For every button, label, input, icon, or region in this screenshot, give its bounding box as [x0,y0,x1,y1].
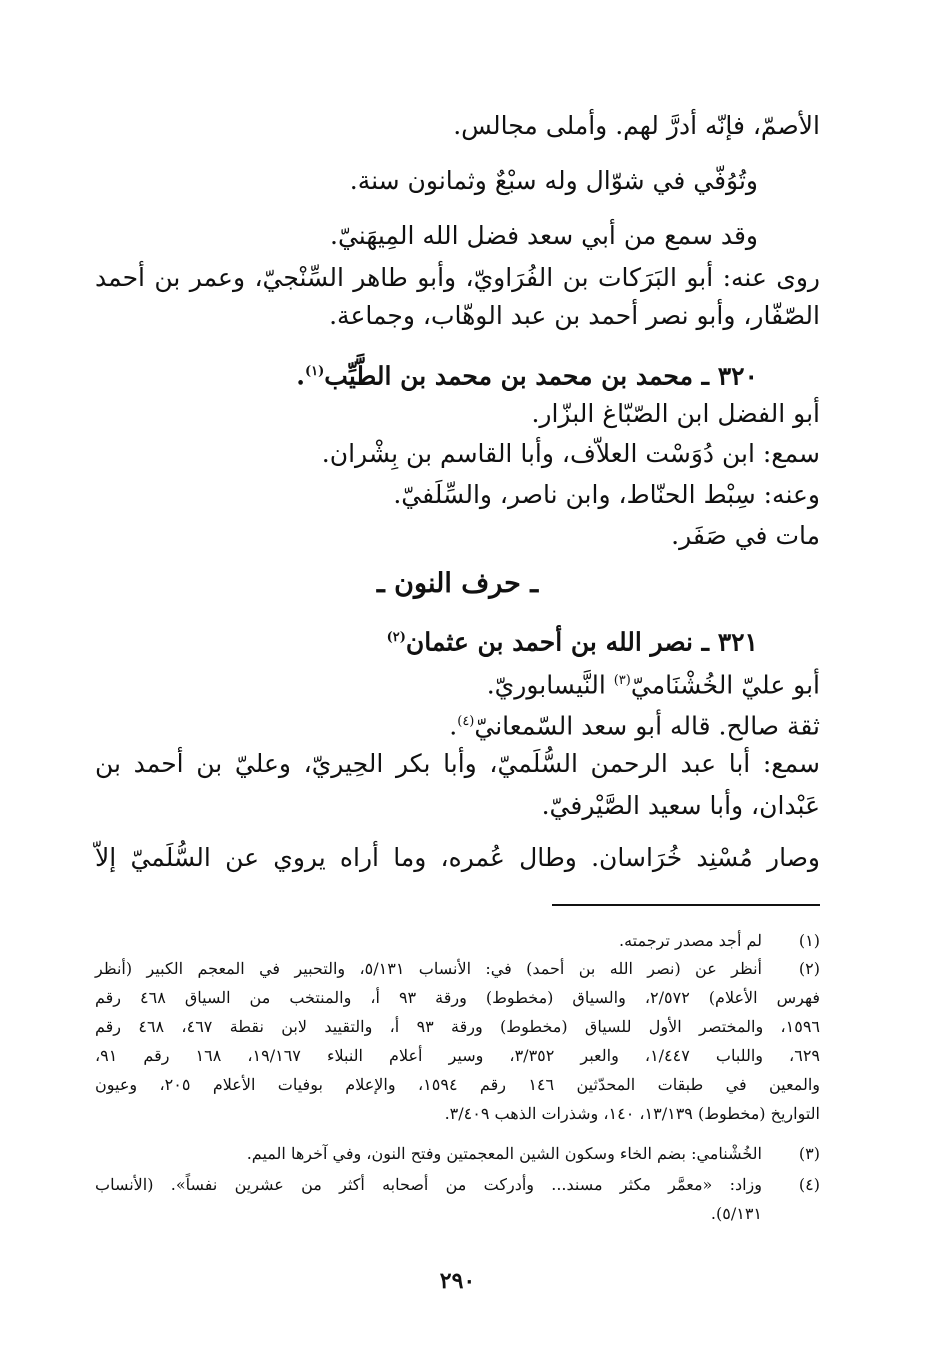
footnote-3-number: (٣) [798,1144,820,1163]
entry-321-line-1-b: النَّيسابوريّ. [486,670,614,700]
footnote-2-line-5: والمعين في طبقات المحدّثين ١٤٦ رقم ١٥٩٤، والإعلام بوفيات الأعلام ٢٠٥، وعيون [95,1075,820,1094]
entry-321-line-4: عَبْدان، وأبا سعيد الصَّيْرفيّ. [541,791,820,820]
footnote-ref-3: (٣) [613,673,631,688]
book-page [95,100,820,1350]
entry-320-line-2: سمع: ابن دُوَسْت العلاّف، وأبا القاسم بن بِشْران. [321,439,820,468]
footnote-ref-1: (١) [305,364,325,379]
entry-321-line-1-a: أبو عليّ الخُشْنَاميّ [630,670,820,700]
footnote-2 [95,956,820,1136]
entry-320-line-1: أبو الفضل ابن الصّبّاغ البزّار. [531,399,820,428]
entry-321-line-2 [449,704,820,744]
footnote-2-line-6: التواريخ (مخطوط) ١٣/١٣٩، ١٤٠، وشذرات الذهب ٣/٤٠٩. [444,1104,820,1123]
footnote-2-number: (٢) [798,959,820,978]
footnote-2-line-2: فهرس الأعلام) ٢/٥٧٢، والسياق (مخطوط) ورقة ٩٣ أ، والمنتخب من السياق ٤٦٨ رقم [95,988,820,1007]
footnote-4-line-1: وزاد: «معمَّر مكثر مسند... وأدركت من أصحابه أكثر من عشرين نفساً». (الأنساب [95,1175,762,1194]
footnote-2-line-1: أنظر عن (نصر الله بن أحمد) في: الأنساب ٥/١٣١، والتحبير في المعجم الكبير (أنظر [95,959,763,978]
entry-320-title: ٣٢٠ ـ محمد بن محمد بن محمد بن الطَّيِّب [324,361,758,391]
footnote-4-number: (٤) [798,1175,820,1194]
footnote-ref-4: (٤) [457,714,475,729]
entry-321-line-5: وصار مُسْنِد خُرَاسان. وطال عُمره، وما أراه يروي عن السُّلَميّ إلاّ [95,843,820,872]
section-heading: ـ حرف النون ـ [376,568,539,599]
entry-321-line-3: سمع: أبا عبد الرحمن السُّلَميّ، وأبا بكر الحِيريّ، وعليّ بن أحمد بن [95,749,820,778]
entry-321-line-2-a: ثقة صالح. قاله أبو سعد السّمعانيّ [474,711,820,741]
footnote-ref-2: (٢) [386,630,406,645]
footnote-2-line-3: ١٥٩٦، والمختصر الأول للسياق (مخطوط) ورقة ٩٣ أ، والتقييد لابن نقطة ٤٦٧، ٤٦٨ رقم [95,1017,821,1036]
entry-320-heading [296,354,758,394]
body-line-5: الصّفّار، وأبو نصر أحمد بن عبد الوهّاب، وجماعة. [329,301,820,330]
entry-321-title: ٣٢١ ـ نصر الله بن أحمد بن عثمان [405,627,758,657]
footnote-2-line-4: ٦٢٩، واللباب ١/٤٤٧، والعبر ٣/٣٥٢، وسير أعلام النبلاء ١٩/١٦٧، ١٦٨ رقم ٩١، [95,1046,821,1065]
footnote-separator [552,904,820,906]
footnote-1 [95,928,820,954]
entry-321-line-2-b: . [449,711,458,741]
footnote-4 [95,1172,820,1228]
entry-321-line-1 [487,663,820,703]
body-line-4: روى عنه: أبو البَرَكات بن الفُرَاويّ، وأبو طاهر السِّنْجيّ، وعمر بن أحمد [95,263,820,292]
entry-320-line-4: مات في صَفَر. [671,521,820,550]
entry-321-heading [387,620,758,660]
footnote-1-text: لم أجد مصدر ترجمته. [619,931,762,950]
page-number: ٢٩٠ [439,1268,476,1294]
footnote-4-line-2: ٥/١٣١). [710,1204,762,1223]
body-line-1: الأصمّ، فإنّه أدرَّ لهم. وأملى مجالس. [453,111,820,140]
footnote-1-number: (١) [798,931,820,950]
entry-320-line-3: وعنه: سِبْط الحنّاط، وابن ناصر، والسِّلَفيّ. [393,480,820,509]
entry-320-title-end: . [296,361,305,391]
body-line-3: وقد سمع من أبي سعد فضل الله المِيهَنيّ. [330,221,758,250]
body-line-2: وتُوُفّي في شوّال وله سبْعٌ وثمانون سنة. [349,166,758,195]
footnote-3 [95,1141,820,1167]
footnote-3-text: الخُشْنامي: بضم الخاء وسكون الشين المعجمتين وفتح النون، وفي آخرها الميم. [246,1144,762,1163]
